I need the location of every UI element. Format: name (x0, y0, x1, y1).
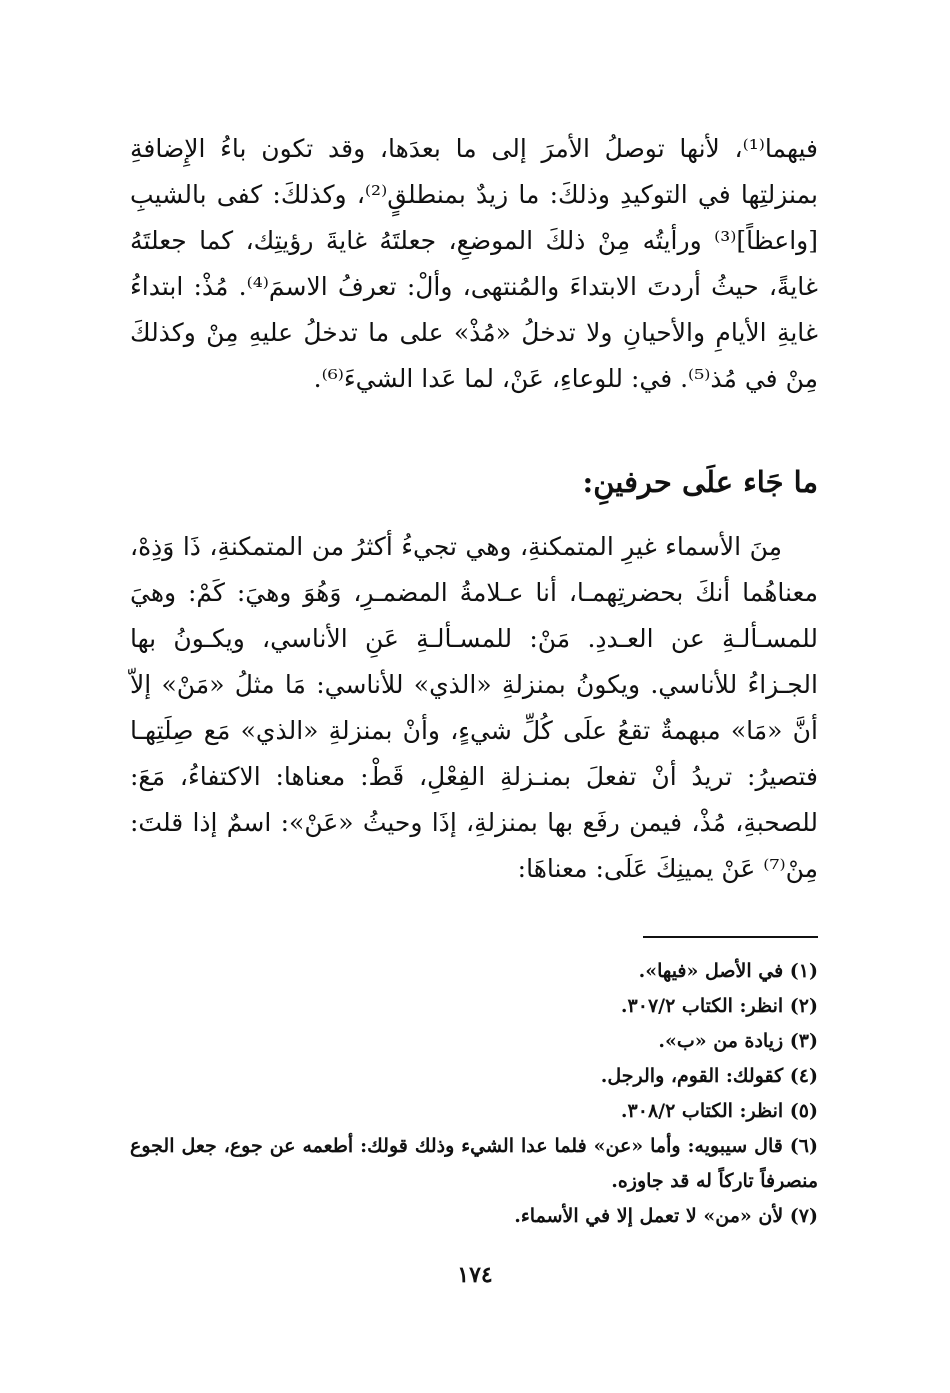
body-text (130, 126, 818, 402)
section-heading: ما جَاء علَى حرفينِ: (582, 465, 818, 499)
footnote-item: (٢) انظر: الكتاب ٣٠٧/٢. (620, 995, 818, 1017)
footnote-item: (٧) لأن «من» لا تعمل إلا في الأسماء. (514, 1205, 818, 1227)
footnote-item: (٥) انظر: الكتاب ٣٠٨/٢. (620, 1100, 818, 1122)
footnote-item: (٤) كقولك: القوم، والرجل. (600, 1065, 818, 1087)
section-paragraph: مِنَ الأسماء غيرِ المتمكنةِ، وهي تجيءُ أكثرُ من المتمكنةِ، ذَا وَذِهْ، معناهُما أنكَ بحضرتِهمـا، أنا عـلامةُ المضمـرِ، وَهُوَ وهيَ: كَمْ: وهيَ للمسـألـةِ عن العـددِ. مَنْ: للمسـألـةِ عَنِ الأناسي، ويكـونُ بها الجـزاءُ للأناسي. ويكونُ بمنزلةِ «الذي» للأناسي: مَا مثلُ «مَنْ» إلاّ أنَّ «مَا» مبهمةٌ تقعُ علَى كُلِّ شيءٍ، وأنْ بمنزلةِ «الذي» مَع صِلَتِهـا فتصيرُ: تريدُ أنْ تفعلَ بمنـزلةِ الفِعْلِ، قَطْ: معناها: الاكتفاءُ، مَعَ: للصحبةِ، مُذْ، فيمن رفَع بها بمنزلةِ، إذَا وحيثُ «عَنْ»: اسمٌ إذا قلتَ: مِنْ⁽⁷⁾ عَنْ يمينِكَ عَلَى: معناهَا: (130, 532, 818, 883)
page-number: ١٧٤ (457, 1262, 493, 1288)
footnote-divider (643, 936, 818, 938)
footnote-item: (٣) زيادة من «ب». (658, 1030, 818, 1052)
footnotes-list (130, 954, 818, 1234)
footnote-item: (١) في الأصل «فيها». (638, 960, 818, 982)
body-paragraph: فيهما⁽¹⁾، لأنها توصلُ الأمرَ إلى ما بعدَها، وقد تكون باءُ الإِضافةِ بمنزلتِها في التوكيدِ وذلكَ: ما زيدٌ بمنطلقٍ⁽²⁾، وكذلكَ: كفى بالشيبِ [واعظاً]⁽³⁾ ورأيتُه مِنْ ذلكَ الموضعِ، جعلتَهُ غايةَ رؤيتِك، كما جعلتَهُ غايةً، حيثُ أردتَ الابتداءَ والمُنتهى، وألْ: تعرفُ الاسمَ⁽⁴⁾. مُذْ: ابتداءُ غايةِ الأيامِ والأحيانِ ولا تدخلُ «مُذْ» على ما تدخلُ عليهِ مِنْ وكذلكَ مِنْ في مُذ⁽⁵⁾. في: للوعاءِ، عَنْ، لما عَدا الشيءَ⁽⁶⁾. (130, 134, 818, 393)
section-text (130, 524, 818, 892)
footnote-item: (٦) قال سيبويه: وأما «عن» فلما عدا الشيء وذلك قولك: أطعمه عن جوع، جعل الجوع منصرفاً تاركاً له قد جاوزه. (130, 1135, 818, 1192)
